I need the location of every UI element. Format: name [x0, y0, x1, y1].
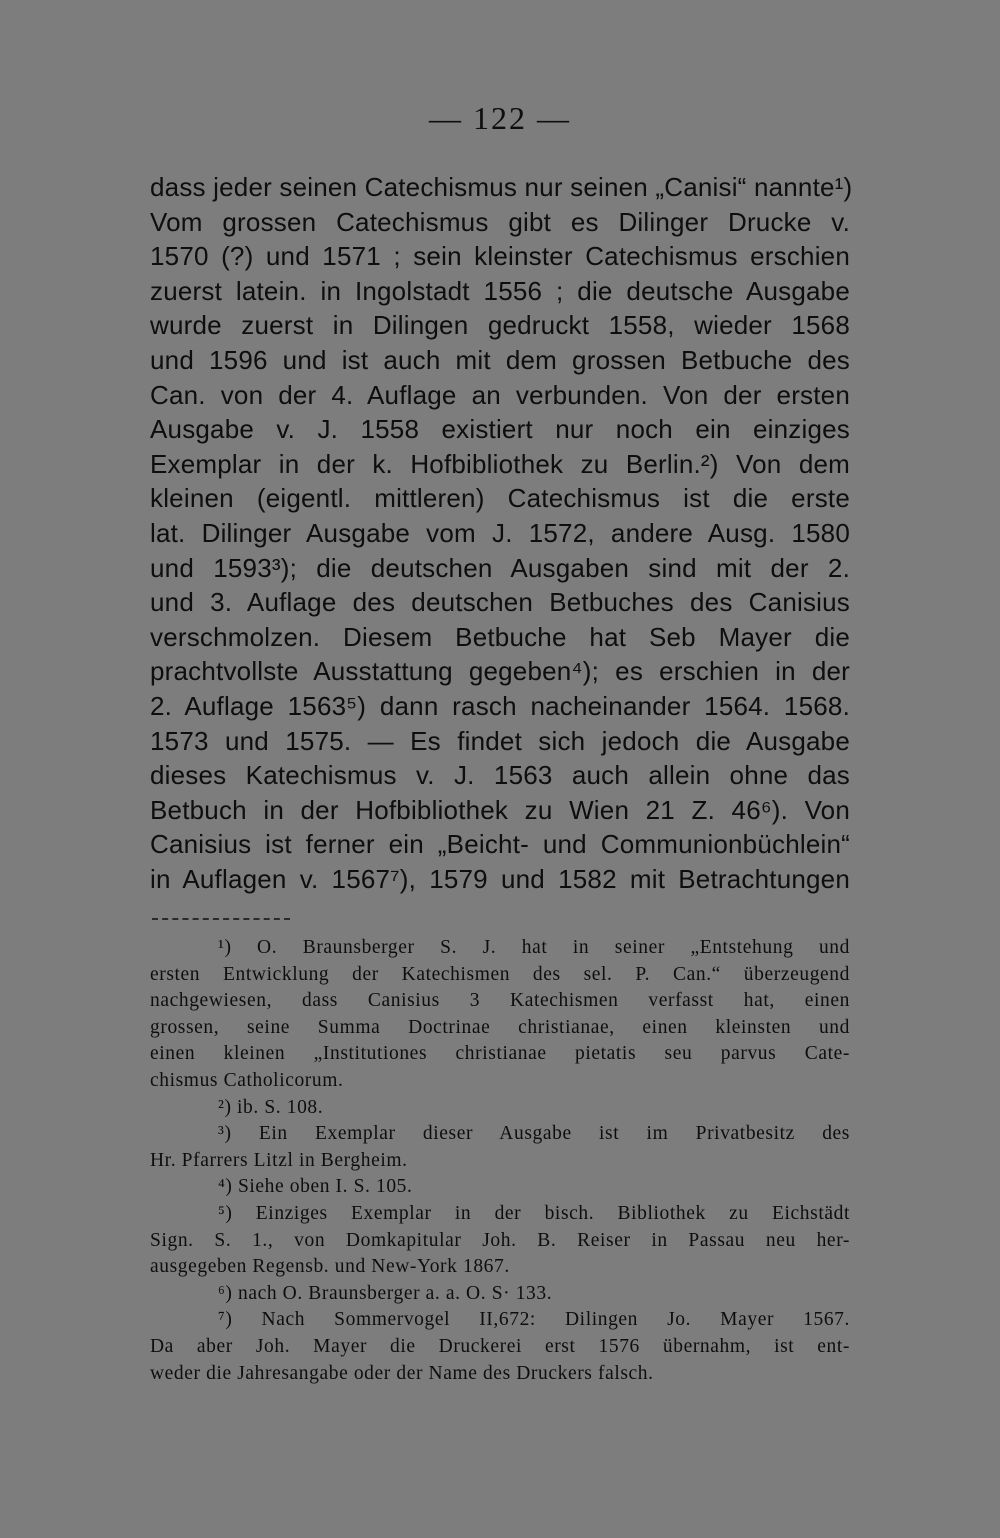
- main-text-line: verschmolzen. Diesem Betbuche hat Seb Mayer die: [150, 621, 850, 652]
- main-text-line: und 1596 und ist auch mit dem grossen Betbuche des: [150, 344, 850, 375]
- main-text-line: wurde zuerst in Dilingen gedruckt 1558, wieder 1568: [150, 310, 850, 341]
- main-text-line: dieses Katechismus v. J. 1563 auch allein ohne das: [150, 760, 850, 791]
- main-text-line: kleinen (eigentl. mittleren) Catechismus ist die erste: [150, 483, 850, 514]
- main-text-line: prachtvollste Ausstattung gegeben⁴); es erschien in der: [150, 656, 850, 687]
- main-text-line: 1570 (?) und 1571 ; sein kleinster Catechismus erschien: [150, 241, 850, 272]
- footnote-line: ausgegeben Regensb. und New-York 1867.: [150, 1256, 510, 1278]
- footnote-line: ersten Entwicklung der Katechismen des sel. P. Can.“ überzeugend: [150, 963, 850, 985]
- footnote-line: ²) ib. S. 108.: [218, 1096, 324, 1118]
- main-text-line: Canisius ist ferner ein „Beicht- und Communionbüchlein“: [150, 829, 850, 860]
- main-text-line: Can. von der 4. Auflage an verbunden. Von der ersten: [150, 379, 850, 410]
- footnote-line: nachgewiesen, dass Canisius 3 Katechismen verfasst hat, einen: [150, 990, 850, 1012]
- main-text-line: Betbuch in der Hofbibliothek zu Wien 21 Z. 46⁶). Von: [150, 794, 850, 825]
- footnote-line: einen kleinen „Institutiones christianae pietatis seu parvus Cate-: [150, 1043, 850, 1065]
- footnote-line: ⁵) Einziges Exemplar in der bisch. Bibliothek zu Eichstädt: [218, 1202, 850, 1224]
- main-text-line: zuerst latein. in Ingolstadt 1556 ; die deutsche Ausgabe: [150, 275, 850, 306]
- footnote-line: ⁶) nach O. Braunsberger a. a. O. S· 133.: [218, 1282, 553, 1304]
- main-text-line: in Auflagen v. 1567⁷), 1579 und 1582 mit Betrachtungen: [150, 863, 850, 894]
- footnote-line: grossen, seine Summa Doctrinae christianae, einen kleinsten und: [150, 1016, 850, 1038]
- footnote-line: weder die Jahresangabe oder der Name des Druckers falsch.: [150, 1362, 654, 1384]
- page-number: — 122 —: [429, 100, 571, 136]
- main-text-line: 2. Auflage 1563⁵) dann rasch nacheinander 1564. 1568.: [150, 690, 850, 721]
- main-text-line: Exemplar in der k. Hofbibliothek zu Berlin.²) Von dem: [150, 448, 850, 479]
- footnote-line: Sign. S. 1., von Domkapitular Joh. B. Reiser in Passau neu her-: [150, 1229, 850, 1251]
- footnote-separator: [152, 918, 290, 920]
- footnote-line: ¹) O. Braunsberger S. J. hat in seiner „Entstehung und: [218, 937, 850, 958]
- footnote-line: Da aber Joh. Mayer die Druckerei erst 1576 übernahm, ist ent-: [150, 1335, 850, 1357]
- main-text-line: dass jeder seinen Catechismus nur seinen „Canisi“ nannte¹): [150, 172, 853, 202]
- footnote-line: ⁴) Siehe oben I. S. 105.: [218, 1176, 413, 1198]
- footnotes: [150, 935, 850, 1387]
- footnote-line: chismus Catholicorum.: [150, 1069, 344, 1091]
- main-text: [150, 170, 853, 896]
- footnote-line: ³) Ein Exemplar dieser Ausgabe ist im Privatbesitz des: [218, 1123, 850, 1145]
- footnote-line: ⁷) Nach Sommervogel II,672: Dilingen Jo. Mayer 1567.: [218, 1309, 850, 1331]
- main-text-line: 1573 und 1575. — Es findet sich jedoch die Ausgabe: [150, 725, 850, 756]
- main-text-line: Ausgabe v. J. 1558 existiert nur noch ein einziges: [150, 414, 850, 445]
- main-text-line: und 3. Auflage des deutschen Betbuches des Canisius: [150, 587, 850, 618]
- main-text-line: Vom grossen Catechismus gibt es Dilinger Drucke v.: [150, 206, 850, 237]
- footnote-line: Hr. Pfarrers Litzl in Bergheim.: [150, 1149, 408, 1171]
- main-text-line: lat. Dilinger Ausgabe vom J. 1572, andere Ausg. 1580: [150, 517, 850, 548]
- main-text-line: und 1593³); die deutschen Ausgaben sind mit der 2.: [150, 552, 850, 583]
